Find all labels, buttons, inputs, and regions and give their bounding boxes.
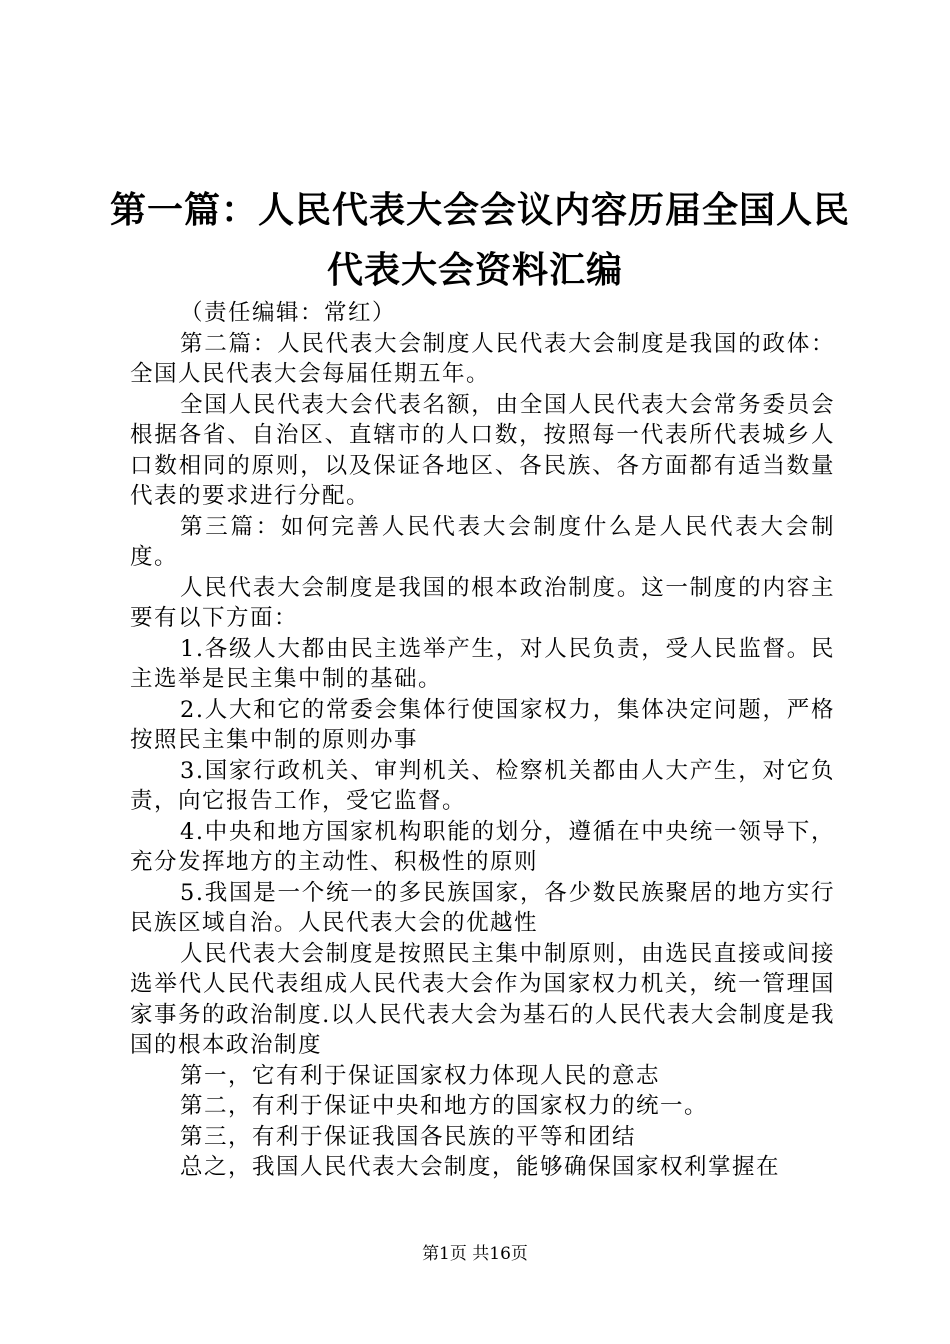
list-item: 4.中央和地方国家机构职能的划分，遵循在中央统一领导下，充分发挥地方的主动性、积极性的原则 xyxy=(130,818,835,875)
list-item: 2.人大和它的常委会集体行使国家权力，集体决定问题，严格按照民主集中制的原则办事 xyxy=(130,696,835,753)
paragraph: 第三，有利于保证我国各民族的平等和团结 xyxy=(180,1123,637,1150)
list-item: 1.各级人大都由民主选举产生，对人民负责，受人民监督。民主选举是民主集中制的基础。 xyxy=(130,635,835,692)
document-title-line-2: 代表大会资料汇编 xyxy=(326,249,623,291)
paragraph: 全国人民代表大会代表名额，由全国人民代表大会常务委员会根据各省、自治区、直辖市的人口数，按照每一代表所代表城乡人口数相同的原则，以及保证各地区、各民族、各方面都有适当数量代表的要求进行分配。 xyxy=(130,391,835,509)
list-item: 3.国家行政机关、审判机关、检察机关都由人大产生，对它负责，向它报告工作，受它监督。 xyxy=(130,757,835,814)
paragraph: 第二篇：人民代表大会制度人民代表大会制度是我国的政体：全国人民代表大会每届任期五年。 xyxy=(130,330,835,387)
paragraph: 第一，它有利于保证国家权力体现人民的意志 xyxy=(180,1062,661,1089)
paragraph: 总之，我国人民代表大会制度，能够确保国家权利掌握在 xyxy=(180,1154,781,1180)
paragraph: 人民代表大会制度是按照民主集中制原则，由选民直接或间接选举代人民代表组成人民代表大会作为国家权力机关，统一管理国家事务的政治制度.以人民代表大会为基石的人民代表大会制度是我国的根本政治制度 xyxy=(130,940,835,1058)
page-footer: 第1页 共16页 xyxy=(422,1244,528,1264)
paragraph: 人民代表大会制度是我国的根本政治制度。这一制度的内容主要有以下方面： xyxy=(130,574,835,631)
list-item: 5.我国是一个统一的多民族国家，各少数民族聚居的地方实行民族区域自治。人民代表大会的优越性 xyxy=(130,879,835,936)
paragraph-editor-note: （责任编辑：常红） xyxy=(180,300,397,326)
paragraph: 第二，有利于保证中央和地方的国家权力的统一。 xyxy=(180,1093,709,1119)
document-title-line-1: 第一篇：人民代表大会会议内容历届全国人民 xyxy=(110,189,851,231)
document-body xyxy=(130,298,835,1183)
paragraph: 第三篇：如何完善人民代表大会制度什么是人民代表大会制度。 xyxy=(130,513,835,570)
